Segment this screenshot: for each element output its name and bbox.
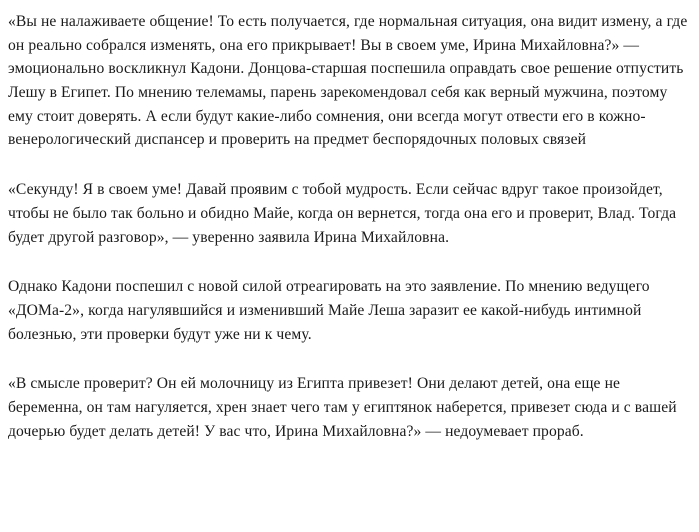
article-paragraph: Однако Кадони поспешил с новой силой отреагировать на это заявление. По мнению ведущего «ДОМа-2», когда нагулявшийся и изменивший Майе Леша заразит ее какой-нибудь интимной болезнью, эти проверки будут уже ни к чему. (8, 278, 650, 343)
article-paragraph: «В смысле проверит? Он ей молочницу из Египта привезет! Они делают детей, она еще не беременна, он там нагуляется, хрен знает чего там у египтянок наберется, привезет сюда и с вашей дочерью будет делать детей! У вас что, Ирина Михайловна?» — недоумевает прораб. (8, 375, 677, 440)
article-paragraph: «Вы не налаживаете общение! То есть получается, где нормальная ситуация, она видит измену, а где он реально собрался изменять, она его прикрывает! Вы в своем уме, Ирина Михайловна?» — эмоционально воскликнул Кадони. Донцова-старшая поспешила оправдать свое решение отпустить Лешу в Египет. По мнению телемамы, парень зарекомендовал себя как верный мужчина, поэтому ему стоит доверять. А если будут какие-либо сомнения, они всегда могут отвести его в кожно-венерологический диспансер и проверить на предмет беспорядочных половых связей (8, 13, 688, 149)
article-paragraph: «Секунду! Я в своем уме! Давай проявим с тобой мудрость. Если сейчас вдруг такое произойдет, чтобы не было так больно и обидно Майе, когда он вернется, тогда она его и проверит, Влад. Тогда будет другой разговор», — уверенно заявила Ирина Михайловна. (8, 181, 677, 246)
